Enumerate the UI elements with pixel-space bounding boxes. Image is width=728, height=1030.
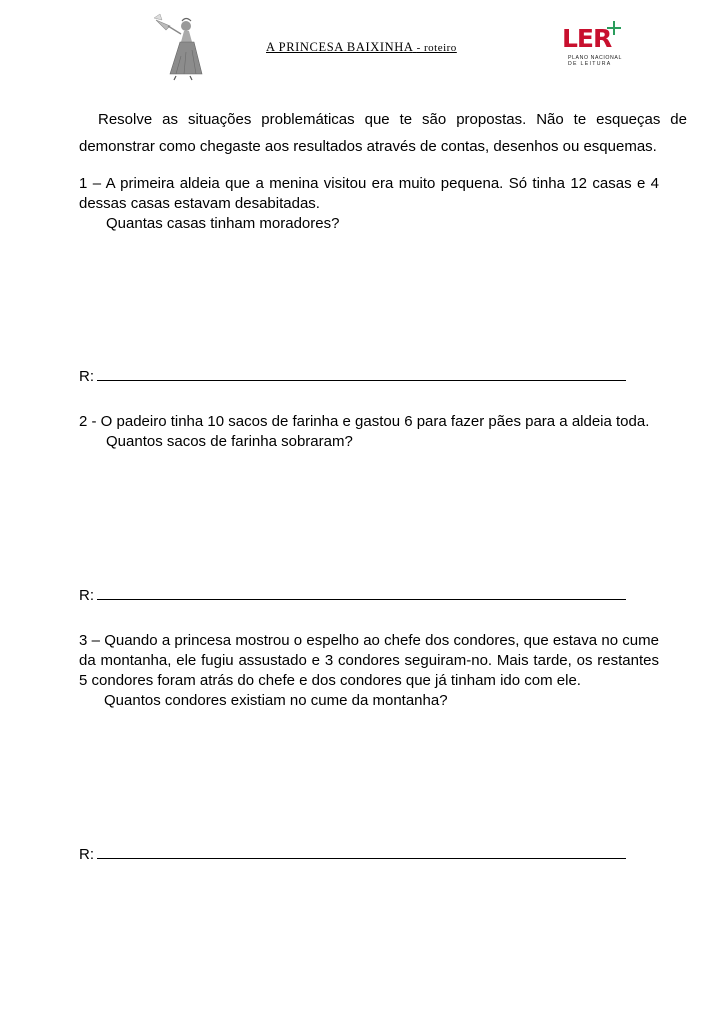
answer-blank[interactable] bbox=[97, 844, 626, 859]
page-header bbox=[0, 0, 728, 90]
plus-icon bbox=[606, 20, 622, 36]
logo-brand: LER bbox=[562, 24, 612, 53]
answer-label: R: bbox=[79, 368, 94, 385]
plano-nacional-leitura-logo bbox=[562, 20, 632, 76]
problem-question: Quantos sacos de farinha sobraram? bbox=[106, 433, 353, 450]
answer-line bbox=[79, 366, 659, 387]
title-main: A PRINCESA BAIXINHA bbox=[266, 40, 413, 54]
logo-line-2: DE LEITURA bbox=[568, 61, 612, 67]
problem-2 bbox=[79, 412, 659, 606]
answer-label: R: bbox=[79, 587, 94, 604]
answer-blank[interactable] bbox=[97, 366, 626, 381]
answer-line bbox=[79, 844, 659, 865]
problem-text: 3 – Quando a princesa mostrou o espelho ao chefe dos condores, que estava no cume da montanha, ele fugiu assustado e 3 condores seguiram-no. Mais tarde, os restantes 5 condores foram atrás do chefe e dos condores que já tinham ido com ele. bbox=[79, 632, 659, 689]
instructions: Resolve as situações problemáticas que te são propostas. Não te esqueças de demonstrar como chegaste aos resultados através de contas, desenhos ou esquemas. bbox=[79, 111, 687, 155]
princess-illustration bbox=[146, 12, 216, 82]
worksheet-body bbox=[79, 106, 687, 865]
document-title bbox=[266, 40, 457, 55]
problem-3 bbox=[79, 631, 659, 865]
problem-1 bbox=[79, 174, 659, 387]
problem-text: 2 - O padeiro tinha 10 sacos de farinha e gastou 6 para fazer pães para a aldeia toda. bbox=[79, 413, 650, 430]
problem-question: Quantas casas tinham moradores? bbox=[106, 215, 340, 232]
logo-line-1: PLANO NACIONAL bbox=[568, 55, 622, 61]
title-subtitle: - roteiro bbox=[416, 42, 457, 54]
answer-label: R: bbox=[79, 846, 94, 863]
answer-line bbox=[79, 585, 659, 606]
problem-text: 1 – A primeira aldeia que a menina visitou era muito pequena. Só tinha 12 casas e 4 dessas casas estavam desabitadas. bbox=[79, 175, 659, 212]
answer-blank[interactable] bbox=[97, 585, 626, 600]
problem-question: Quantos condores existiam no cume da montanha? bbox=[104, 692, 448, 709]
